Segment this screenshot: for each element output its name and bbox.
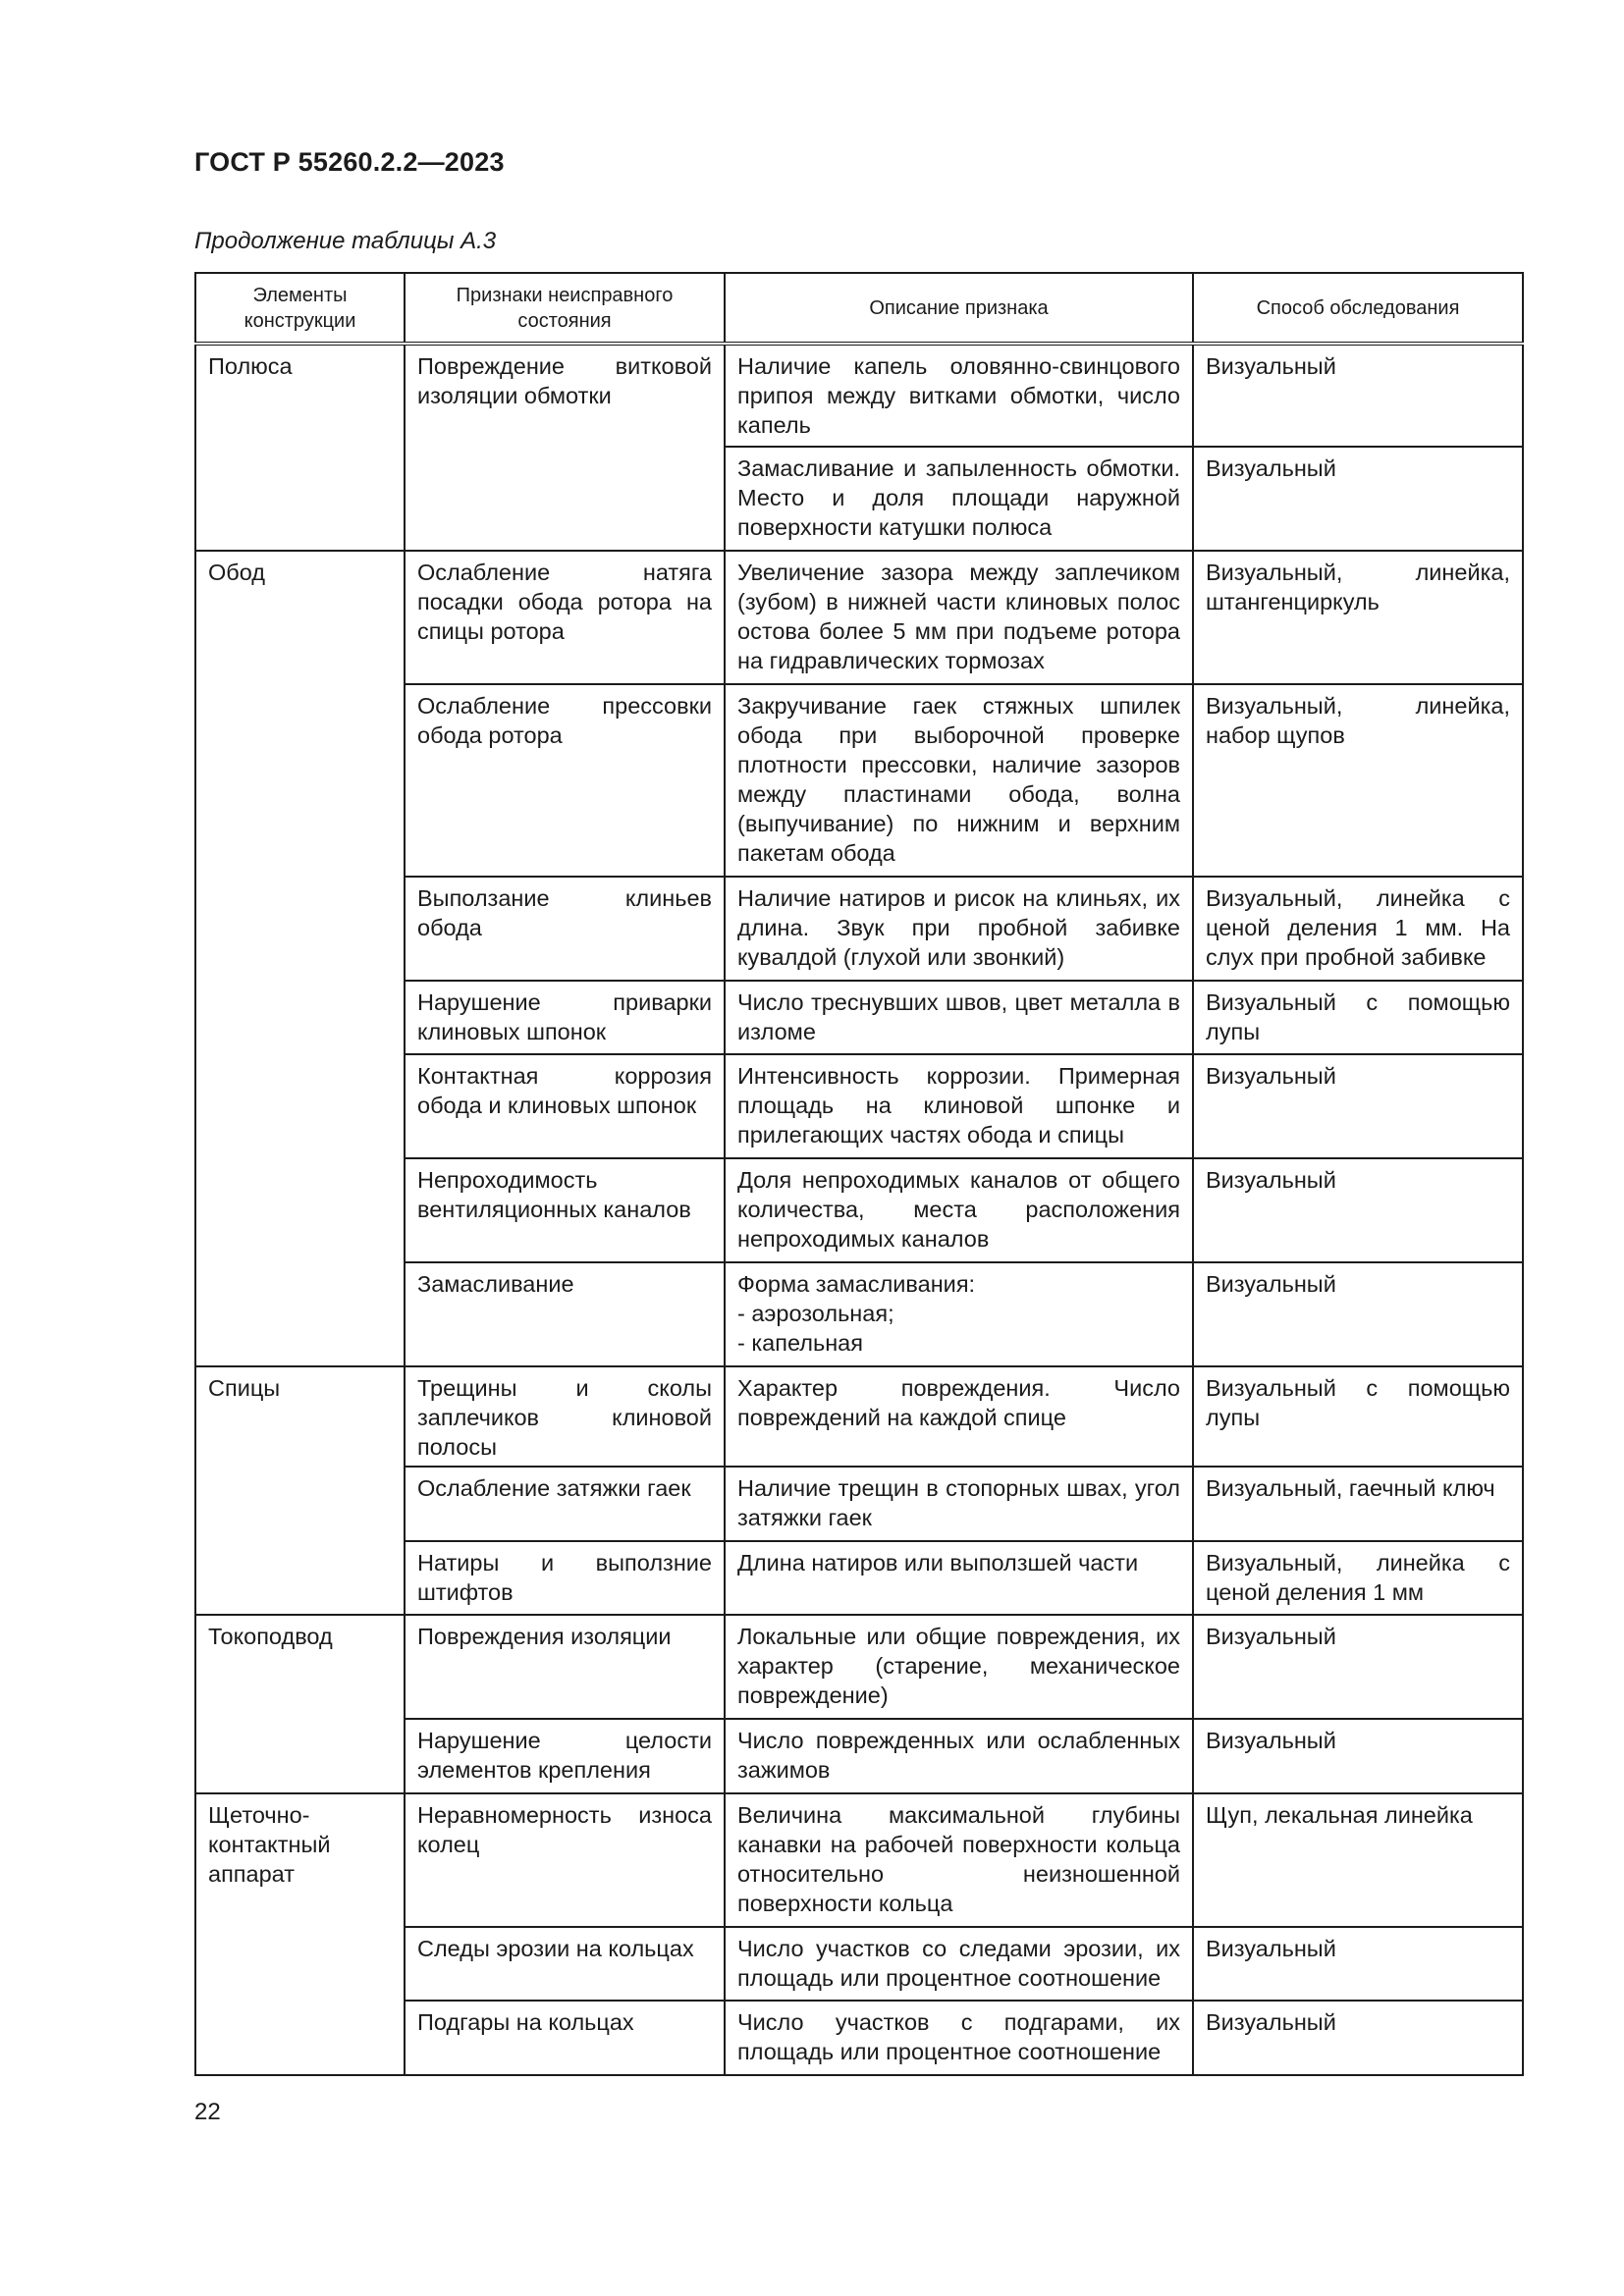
inspection-table-wrapper: [194, 272, 1522, 2064]
description-cell: Длина натиров или выползшей части: [725, 1541, 1193, 1615]
sign-cell: Ослабление затяжки гаек: [405, 1467, 725, 1541]
method-cell: Щуп, лекальная линейка: [1193, 1793, 1523, 1927]
description-cell: Доля непроходимых каналов от общего количества, места расположения непроходимых каналов: [725, 1158, 1193, 1262]
method-cell: Визуальный: [1193, 1927, 1523, 2001]
description-line: - капельная: [737, 1330, 863, 1356]
method-cell: Визуальный с помощью лупы: [1193, 1366, 1523, 1467]
sign-cell: Замасливание: [405, 1262, 725, 1366]
description-cell: Локальные или общие повреждения, их характер (старение, механическое повреждение): [725, 1615, 1193, 1719]
description-cell: Число участков с подгарами, их площадь или процентное соотношение: [725, 2001, 1193, 2075]
method-cell: Визуальный, линейка, набор щупов: [1193, 684, 1523, 877]
sign-cell: Повреждение витковой изоляции обмотки: [405, 344, 725, 551]
description-cell: Число треснувших швов, цвет металла в изломе: [725, 981, 1193, 1054]
description-cell: Замасливание и запыленность обмотки. Место и доля площади наружной поверхности катушки полюса: [725, 447, 1193, 551]
sign-cell: Трещины и сколы заплечиков клиновой полосы: [405, 1366, 725, 1467]
sign-cell: Ослабление натяга посадки обода ротора на спицы ротора: [405, 551, 725, 684]
method-cell: Визуальный: [1193, 2001, 1523, 2075]
table-header-row: [195, 273, 1523, 344]
sign-cell: Непроходимость вентиляционных каналов: [405, 1158, 725, 1262]
description-cell: Характер повреждения. Число повреждений на каждой спице: [725, 1366, 1193, 1467]
element-cell: Полюса: [195, 344, 405, 551]
sign-cell: Следы эрозии на кольцах: [405, 1927, 725, 2001]
sign-cell: Нарушение целости элементов крепления: [405, 1719, 725, 1793]
method-cell: Визуальный: [1193, 1158, 1523, 1262]
document-code: ГОСТ Р 55260.2.2—2023: [194, 147, 505, 177]
table-row: [195, 1793, 1523, 1927]
inspection-table: [194, 272, 1524, 2076]
sign-cell: Нарушение приварки клиновых шпонок: [405, 981, 725, 1054]
element-cell: Спицы: [195, 1366, 405, 1615]
description-cell: [725, 1262, 1193, 1366]
element-cell: Щеточно-контактный аппарат: [195, 1793, 405, 2075]
header-method: Способ обследования: [1193, 273, 1523, 344]
description-cell: Наличие трещин в стопорных швах, угол затяжки гаек: [725, 1467, 1193, 1541]
method-cell: Визуальный: [1193, 1262, 1523, 1366]
description-line: Форма замасливания:: [737, 1271, 976, 1297]
method-cell: Визуальный с помощью лупы: [1193, 981, 1523, 1054]
header-sign: Признаки неисправного состояния: [405, 273, 725, 344]
method-cell: Визуальный: [1193, 1054, 1523, 1158]
page-number: 22: [194, 2099, 221, 2125]
method-cell: Визуальный, линейка с ценой деления 1 мм: [1193, 1541, 1523, 1615]
method-cell: Визуальный: [1193, 447, 1523, 551]
description-cell: Число участков со следами эрозии, их площадь или процентное соотношение: [725, 1927, 1193, 2001]
description-cell: Наличие капель оловянно-свинцового припоя между витками обмотки, число капель: [725, 344, 1193, 447]
table-row: [195, 344, 1523, 447]
method-cell: Визуальный: [1193, 344, 1523, 447]
description-line: - аэрозольная;: [737, 1301, 894, 1326]
method-cell: Визуальный, линейка с ценой деления 1 мм. На слух при пробной забивке: [1193, 877, 1523, 981]
sign-cell: Подгары на кольцах: [405, 2001, 725, 2075]
sign-cell: Выползание клиньев обода: [405, 877, 725, 981]
description-cell: Интенсивность коррозии. Примерная площадь на клиновой шпонке и прилегающих частях обода и спицы: [725, 1054, 1193, 1158]
method-cell: Визуальный, линейка, штангенциркуль: [1193, 551, 1523, 684]
method-cell: Визуальный: [1193, 1719, 1523, 1793]
method-cell: Визуальный, гаечный ключ: [1193, 1467, 1523, 1541]
header-element: Элементы конструкции: [195, 273, 405, 344]
description-cell: Наличие натиров и рисок на клиньях, их длина. Звук при пробной забивке кувалдой (глухой или звонкий): [725, 877, 1193, 981]
description-cell: Величина максимальной глубины канавки на рабочей поверхности кольца относительно неизношенной поверхности кольца: [725, 1793, 1193, 1927]
table-caption: Продолжение таблицы А.3: [194, 228, 497, 254]
sign-cell: Неравномерность износа колец: [405, 1793, 725, 1927]
description-cell: Закручивание гаек стяжных шпилек обода при выборочной проверке плотности прессовки, наличие зазоров между пластинами обода, волна (выпучивание) по нижним и верхним пакетам обода: [725, 684, 1193, 877]
element-cell: Токоподвод: [195, 1615, 405, 1793]
table-row: [195, 551, 1523, 684]
description-cell: Число поврежденных или ослабленных зажимов: [725, 1719, 1193, 1793]
sign-cell: Контактная коррозия обода и клиновых шпонок: [405, 1054, 725, 1158]
sign-cell: Ослабление прессовки обода ротора: [405, 684, 725, 877]
sign-cell: Повреждения изоляции: [405, 1615, 725, 1719]
sign-cell: Натиры и выползние штифтов: [405, 1541, 725, 1615]
description-cell: Увеличение зазора между заплечиком (зубом) в нижней части клиновых полос остова более 5 мм при подъеме ротора на гидравлических тормозах: [725, 551, 1193, 684]
table-row: [195, 1615, 1523, 1719]
header-description: Описание признака: [725, 273, 1193, 344]
table-row: [195, 1366, 1523, 1467]
element-cell: Обод: [195, 551, 405, 1366]
method-cell: Визуальный: [1193, 1615, 1523, 1719]
